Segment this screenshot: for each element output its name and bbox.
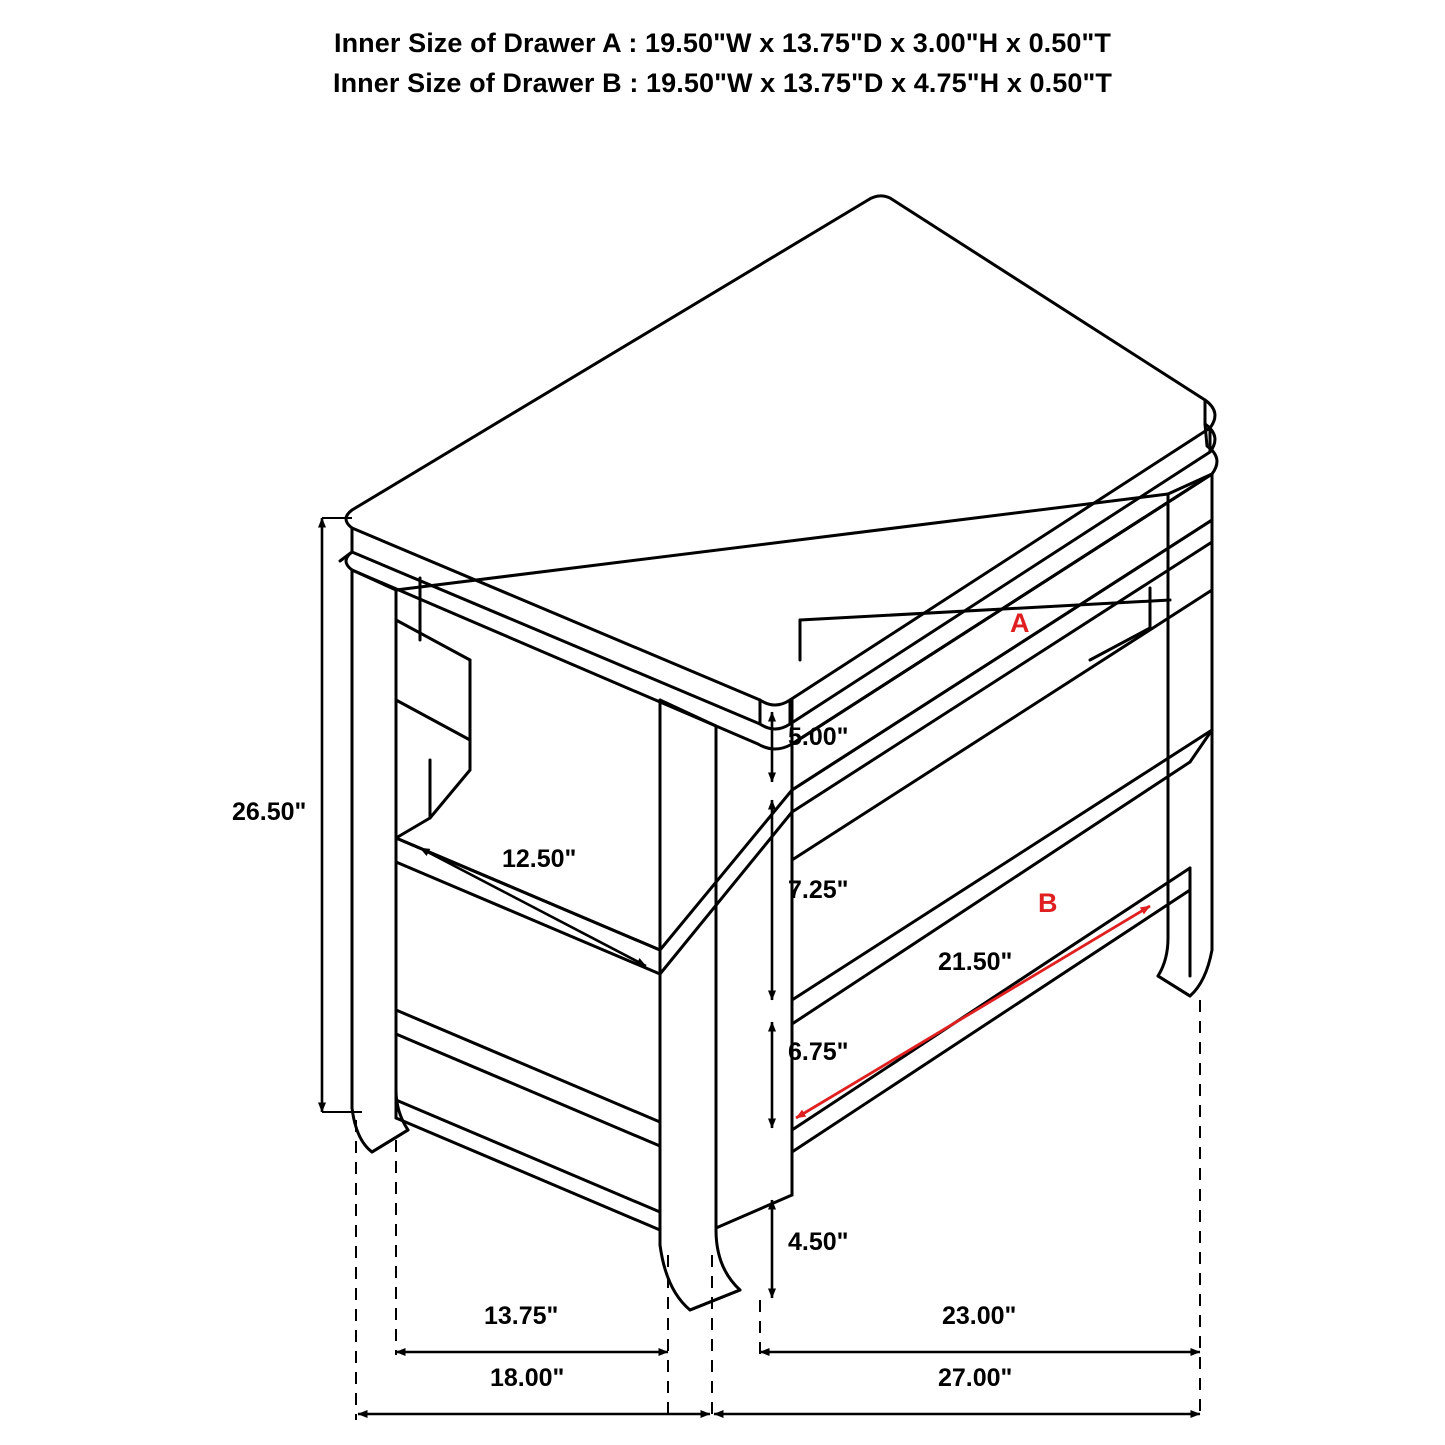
dim-leg-height: 4.50" bbox=[788, 1228, 849, 1256]
dim-shelf-opening: 7.25" bbox=[788, 876, 849, 904]
drawer-a-callout: A bbox=[1010, 608, 1030, 638]
dim-inner-width: 23.00" bbox=[942, 1302, 1017, 1330]
dim-shelf-width: 21.50" bbox=[938, 948, 1013, 976]
dim-overall-width: 27.00" bbox=[938, 1364, 1013, 1392]
dim-inner-depth: 13.75" bbox=[484, 1302, 559, 1330]
dim-lower-opening: 6.75" bbox=[788, 1038, 849, 1066]
dim-overall-height: 26.50" bbox=[232, 798, 307, 826]
drawer-a-spec-line: Inner Size of Drawer A : 19.50"W x 13.75"D x 3.00"H x 0.50"T bbox=[333, 28, 1112, 58]
dim-top-to-shelf: 5.00" bbox=[788, 723, 849, 751]
drawer-b-spec-line: Inner Size of Drawer B : 19.50"W x 13.75"D x 4.75"H x 0.50"T bbox=[332, 68, 1113, 98]
dim-shelf-depth: 12.50" bbox=[502, 845, 577, 873]
dim-overall-depth: 18.00" bbox=[490, 1364, 565, 1392]
drawer-b-callout: B bbox=[1038, 888, 1058, 918]
